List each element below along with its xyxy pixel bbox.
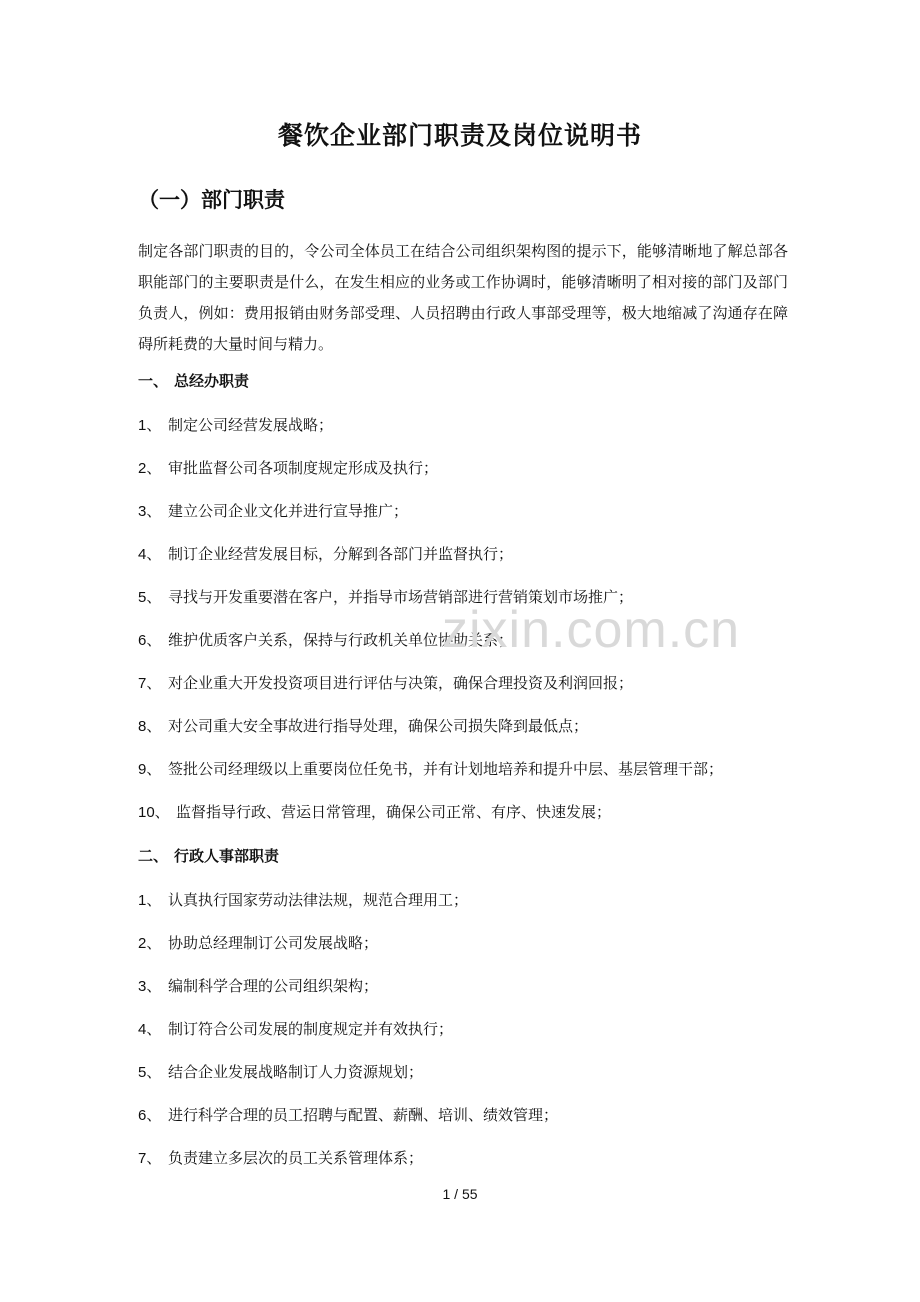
list-item-text: 负责建立多层次的员工关系管理体系； [168,1149,424,1167]
list-item [138,629,513,651]
list-item-text: 编制科学合理的公司组织架构； [168,977,379,995]
section-heading [138,370,249,392]
list-item-number: 1、 [138,892,162,909]
section-heading [138,845,279,867]
list-item-number: 5、 [138,1064,162,1081]
list-item-text: 认真执行国家劳动法律法规，规范合理用工； [168,891,469,909]
list-item-text: 监督指导行政、营运日常管理，确保公司正常、有序、快速发展； [176,803,612,821]
section-subtitle: （一）部门职责 [138,187,285,212]
list-item-number: 4、 [138,546,162,563]
list-item [138,801,611,823]
list-item [138,932,378,954]
list-item-number: 8、 [138,718,162,735]
list-item-text: 协助总经理制订公司发展战略； [168,934,379,952]
section-number: 二、 [138,847,169,865]
list-item [138,1018,453,1040]
list-item-text: 维护优质客户关系，保持与行政机关单位协助关系； [168,631,514,649]
list-item-number: 6、 [138,1107,162,1124]
list-item-text: 建立公司企业文化并进行宣导推广； [168,502,409,520]
list-item [138,543,513,565]
list-item [138,1061,423,1083]
list-item [138,586,633,608]
list-item-number: 9、 [138,761,162,778]
list-item-text: 寻找与开发重要潜在客户，并指导市场营销部进行营销策划市场推广； [168,588,634,606]
list-item [138,672,633,694]
section-title: 行政人事部职责 [174,847,280,865]
list-item-number: 2、 [138,460,162,477]
list-item-text: 制订企业经营发展目标，分解到各部门并监督执行； [168,545,514,563]
list-item [138,975,378,997]
list-item-number: 4、 [138,1021,162,1038]
intro-paragraph: 制定各部门职责的目的，令公司全体员工在结合公司组织架构图的提示下，能够清晰地了解总部各职能部门的主要职责是什么，在发生相应的业务或工作协调时，能够清晰明了相对接的部门及部门负责人，例如：费用报销由财务部受理、人员招聘由行政人事部受理等，极大地缩减了沟通存在障碍所耗费的大量时间与精力。 [138,242,788,353]
section-number: 一、 [138,372,169,390]
list-item-text: 审批监督公司各项制度规定形成及执行； [168,459,439,477]
list-item-number: 7、 [138,675,162,692]
list-item [138,758,723,780]
page-number: 1 / 55 [442,1186,478,1202]
list-item-number: 10、 [138,804,170,821]
list-item-text: 结合企业发展战略制订人力资源规划； [168,1063,424,1081]
section-title: 总经办职责 [174,372,250,390]
list-item [138,715,588,737]
list-item [138,414,333,436]
list-item-text: 进行科学合理的员工招聘与配置、薪酬、培训、绩效管理； [168,1106,559,1124]
list-item [138,889,468,911]
list-item-number: 7、 [138,1150,162,1167]
watermark: zixin.com.cn [442,601,741,659]
list-item-text: 签批公司经理级以上重要岗位任免书，并有计划地培养和提升中层、基层管理干部； [168,760,724,778]
list-item [138,457,438,479]
list-item-text: 对公司重大安全事故进行指导处理，确保公司损失降到最低点； [168,717,589,735]
list-item-text: 制定公司经营发展战略； [168,416,334,434]
list-item-number: 6、 [138,632,162,649]
list-item-number: 3、 [138,503,162,520]
list-item-text: 制订符合公司发展的制度规定并有效执行； [168,1020,454,1038]
list-item-number: 1、 [138,417,162,434]
list-item [138,500,408,522]
list-item-number: 5、 [138,589,162,606]
document-title: 餐饮企业部门职责及岗位说明书 [277,121,642,150]
list-item-number: 3、 [138,978,162,995]
list-item [138,1147,423,1169]
list-item-number: 2、 [138,935,162,952]
list-item [138,1104,558,1126]
list-item-text: 对企业重大开发投资项目进行评估与决策，确保合理投资及利润回报； [168,674,634,692]
